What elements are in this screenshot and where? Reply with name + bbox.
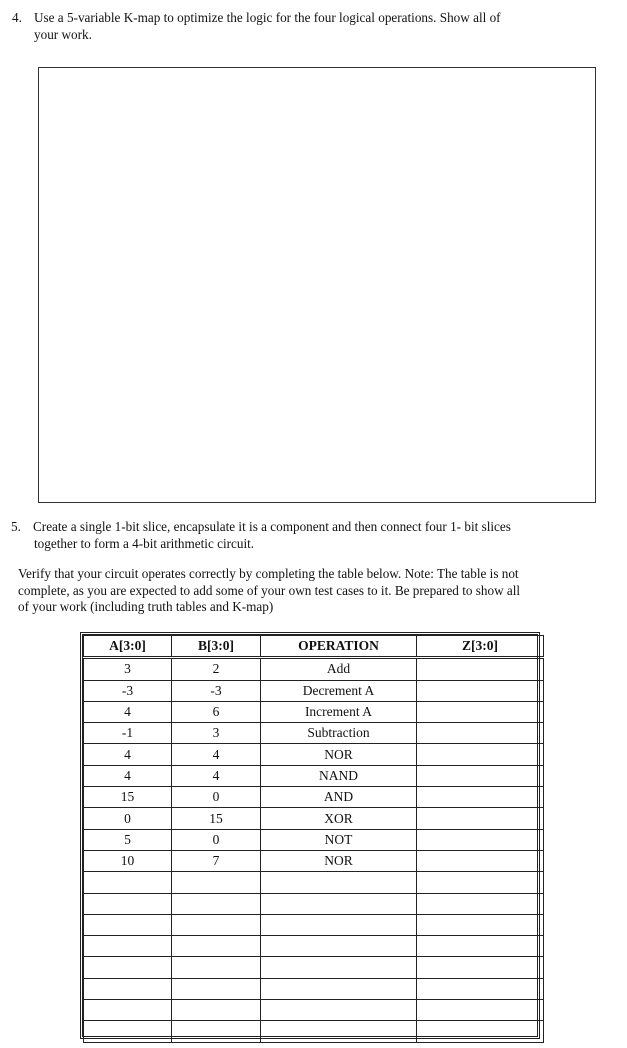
verify-line-1: Verify that your circuit operates correctly by completing the table below. Note: The table is not — [18, 566, 519, 581]
cell-operation[interactable] — [261, 1021, 417, 1042]
cell-a: 4 — [84, 701, 172, 722]
cell-a: -1 — [84, 723, 172, 744]
cell-a: 4 — [84, 744, 172, 765]
cell-operation: NOR — [261, 744, 417, 765]
answer-box[interactable] — [38, 67, 596, 503]
table-row — [84, 978, 544, 999]
cell-a[interactable] — [84, 957, 172, 978]
cell-operation: Decrement A — [261, 680, 417, 701]
cell-operation[interactable] — [261, 936, 417, 957]
cell-z[interactable] — [417, 787, 544, 808]
cell-b: 2 — [172, 658, 261, 680]
cell-b[interactable] — [172, 914, 261, 935]
table-row — [84, 787, 544, 808]
table-row — [84, 680, 544, 701]
table-row — [84, 893, 544, 914]
cell-a[interactable] — [84, 1000, 172, 1021]
cell-z[interactable] — [417, 658, 544, 680]
cell-b: 6 — [172, 701, 261, 722]
cell-operation: Add — [261, 658, 417, 680]
cell-z[interactable] — [417, 829, 544, 850]
cell-z[interactable] — [417, 680, 544, 701]
cell-a[interactable] — [84, 1021, 172, 1042]
cell-operation[interactable] — [261, 1000, 417, 1021]
cell-a[interactable] — [84, 872, 172, 893]
cell-a[interactable] — [84, 893, 172, 914]
cell-operation: NOR — [261, 850, 417, 871]
header-b: B[3:0] — [172, 636, 261, 658]
cell-operation[interactable] — [261, 872, 417, 893]
cell-z[interactable] — [417, 957, 544, 978]
verify-line-2: complete, as you are expected to add some of your own test cases to it. Be prepared to show all — [18, 582, 521, 598]
question-5-line-1 — [11, 518, 601, 535]
cell-z[interactable] — [417, 723, 544, 744]
verify-line-3: of your work (including truth tables and K-map) — [18, 599, 274, 614]
cell-b[interactable] — [172, 1021, 261, 1042]
cell-a: -3 — [84, 680, 172, 701]
question-4-line-1 — [12, 9, 602, 26]
cell-a: 0 — [84, 808, 172, 829]
question-5-text-1: Create a single 1-bit slice, encapsulate it is a component and then connect four 1- bit slices — [33, 519, 511, 534]
table-row — [84, 829, 544, 850]
table-row — [84, 808, 544, 829]
table-row — [84, 744, 544, 765]
cell-z[interactable] — [417, 936, 544, 957]
cell-b[interactable] — [172, 957, 261, 978]
table-row — [84, 872, 544, 893]
header-operation: OPERATION — [261, 636, 417, 658]
header-a: A[3:0] — [84, 636, 172, 658]
header-z: Z[3:0] — [417, 636, 544, 658]
cell-b: 4 — [172, 765, 261, 786]
cell-a[interactable] — [84, 914, 172, 935]
cell-b: 0 — [172, 829, 261, 850]
question-4-text-1: Use a 5-variable K-map to optimize the logic for the four logical operations. Show all of — [34, 10, 501, 25]
question-5-text-2: together to form a 4-bit arithmetic circuit. — [34, 536, 255, 551]
cell-a[interactable] — [84, 978, 172, 999]
cell-b: 7 — [172, 850, 261, 871]
table-header-row — [84, 636, 544, 658]
cell-z[interactable] — [417, 914, 544, 935]
cell-operation: Subtraction — [261, 723, 417, 744]
cell-z[interactable] — [417, 765, 544, 786]
cell-operation: Increment A — [261, 701, 417, 722]
cell-a[interactable] — [84, 936, 172, 957]
cell-z[interactable] — [417, 1000, 544, 1021]
cell-operation[interactable] — [261, 957, 417, 978]
cell-a: 3 — [84, 658, 172, 680]
cell-b: 15 — [172, 808, 261, 829]
question-5 — [11, 518, 601, 552]
table-row — [84, 723, 544, 744]
table-row — [84, 914, 544, 935]
cell-z[interactable] — [417, 808, 544, 829]
cell-z[interactable] — [417, 850, 544, 871]
cell-z[interactable] — [417, 701, 544, 722]
cell-operation: AND — [261, 787, 417, 808]
cell-z[interactable] — [417, 893, 544, 914]
table-row — [84, 765, 544, 786]
cell-b[interactable] — [172, 978, 261, 999]
table-row — [84, 850, 544, 871]
cell-b[interactable] — [172, 872, 261, 893]
cell-operation[interactable] — [261, 978, 417, 999]
table-row — [84, 1000, 544, 1021]
table-row — [84, 936, 544, 957]
cell-b[interactable] — [172, 893, 261, 914]
cell-a: 5 — [84, 829, 172, 850]
cell-b: 0 — [172, 787, 261, 808]
cell-b: 4 — [172, 744, 261, 765]
cell-z[interactable] — [417, 978, 544, 999]
cell-operation: XOR — [261, 808, 417, 829]
cell-a: 15 — [84, 787, 172, 808]
question-4-number: 4. — [12, 10, 22, 25]
table-row — [84, 701, 544, 722]
cell-b: -3 — [172, 680, 261, 701]
cell-operation[interactable] — [261, 893, 417, 914]
cell-operation: NOT — [261, 829, 417, 850]
test-case-table — [80, 632, 540, 1039]
question-5-number: 5. — [11, 519, 21, 534]
cell-z[interactable] — [417, 872, 544, 893]
cell-operation[interactable] — [261, 914, 417, 935]
table-row — [84, 658, 544, 680]
cell-b[interactable] — [172, 1000, 261, 1021]
question-4-text-2: your work. — [34, 27, 92, 42]
cell-z[interactable] — [417, 1021, 544, 1042]
cell-operation: NAND — [261, 765, 417, 786]
cell-z[interactable] — [417, 744, 544, 765]
cell-b[interactable] — [172, 936, 261, 957]
verify-instructions — [18, 566, 608, 616]
table-row — [84, 1021, 544, 1042]
cell-a: 10 — [84, 850, 172, 871]
cell-b: 3 — [172, 723, 261, 744]
table-row — [84, 957, 544, 978]
question-4 — [12, 9, 602, 43]
cell-a: 4 — [84, 765, 172, 786]
